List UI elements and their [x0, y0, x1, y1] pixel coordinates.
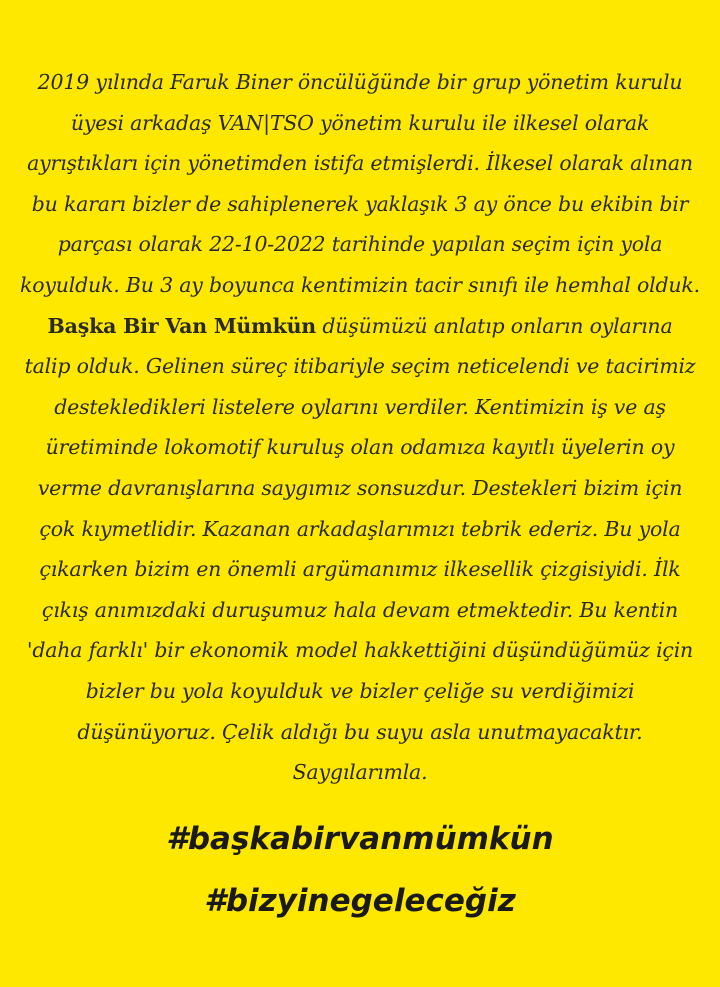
statement-line: parçası olarak 22-10-2022 tarihinde yapılan seçim için yola: [57, 232, 663, 257]
statement-line: koyulduk. Bu 3 ay boyunca kentimizin tacir sınıfı ile hemhal olduk.: [20, 272, 700, 297]
signoff: Saygılarımla.: [292, 760, 428, 785]
statement-line: çıkarken bizim en önemli argümanımız ilkesellik çizgisiyidi. İlk: [39, 557, 681, 582]
statement-line: destekledikleri listelere oylarını verdiler. Kentimizin iş ve aş: [54, 394, 666, 419]
hashtag-bizyinegelecegiz: #bizyinegeleceğiz: [204, 883, 516, 919]
statement-line: bu kararı bizler de sahiplenerek yaklaşık 3 ay önce bu ekibin bir: [31, 191, 689, 216]
slogan-bold: Başka Bir Van Mümkün: [47, 313, 317, 338]
statement-line: çok kıymetlidir. Kazanan arkadaşlarımızı tebrik ederiz. Bu yola: [39, 516, 681, 541]
statement-line: 2019 yılında Faruk Biner öncülüğünde bir grup yönetim kurulu: [37, 70, 683, 94]
statement-line: üyesi arkadaş VAN|TSO yönetim kurulu ile ilkesel olarak: [70, 110, 650, 135]
statement-line: çıkış anımızdaki duruşumuz hala devam etmektedir. Bu kentin: [41, 597, 679, 622]
hashtag-block: [0, 808, 720, 932]
statement-line: 'daha farklı' bir ekonomik model hakkettiğini düşündüğümüz için: [26, 638, 694, 663]
statement-line: düşünüyoruz. Çelik aldığı bu suyu asla unutmayacaktır.: [77, 719, 643, 744]
statement-line: [0, 306, 720, 347]
statement-text: [0, 62, 720, 793]
statement-line: verme davranışlarına saygımız sonsuzdur. Destekleri bizim için: [37, 475, 683, 500]
statement-line-rest: düşümüzü anlatıp onların oylarına: [316, 313, 673, 338]
hashtag-baskabirvanmumkun: #başkabirvanmümkün: [166, 821, 554, 857]
statement-line: bizler bu yola koyulduk ve bizler çeliğe su verdiğimizi: [85, 678, 635, 703]
statement-line: üretiminde lokomotif kuruluş olan odamıza kayıtlı üyelerin oy: [45, 435, 675, 460]
statement-line: ayrıştıkları için yönetimden istifa etmişlerdi. İlkesel olarak alınan: [27, 151, 693, 176]
statement-line: talip olduk. Gelinen süreç itibariyle seçim neticelendi ve tacirimiz: [24, 354, 696, 379]
